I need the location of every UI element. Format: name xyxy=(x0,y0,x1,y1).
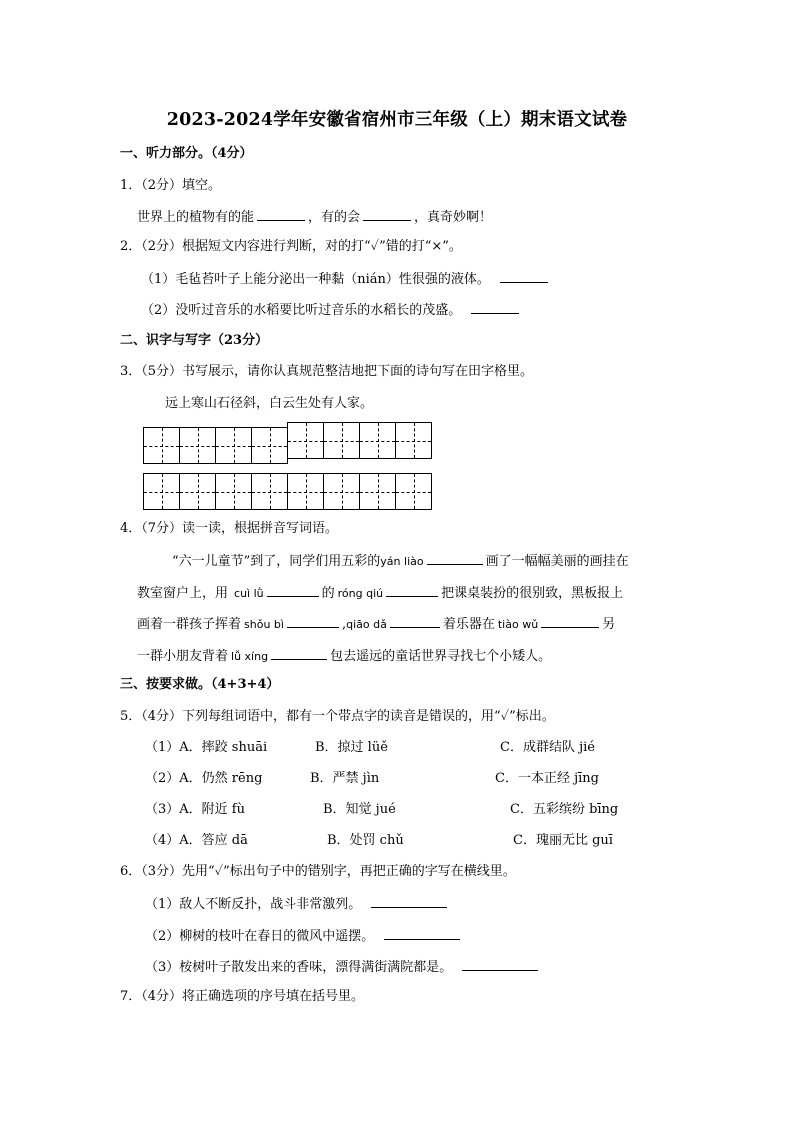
q5-row-2-a: （2）A．仍然 rēng xyxy=(145,771,263,786)
tianzige-cell[interactable] xyxy=(143,473,180,510)
section-heading-requirements: 三、按要求做。（4+3+4） xyxy=(120,677,280,692)
q5-row-1-a: （1）A．摔跤 shuāi xyxy=(145,740,268,755)
q4-text: 画了一幅幅美丽的画挂在 xyxy=(485,554,629,569)
q5-stem: 5．（4分）下列每组词语中，都有一个带点字的读音是错误的，用“✓”标出。 xyxy=(120,709,555,724)
tianzige-cell[interactable] xyxy=(179,427,216,464)
tianzige-cell[interactable] xyxy=(323,422,360,459)
q3-stem: 3．（5分）书写展示，请你认真规范整洁地把下面的诗句写在田字格里。 xyxy=(120,364,534,379)
tianzige-cell[interactable] xyxy=(287,473,324,510)
q6-item-1 xyxy=(145,894,450,914)
q4-text: , xyxy=(341,617,347,632)
answer-blank[interactable] xyxy=(267,583,319,597)
answer-blank[interactable] xyxy=(384,926,460,940)
tianzige-row-1 xyxy=(143,427,431,464)
q4-text: 画着一群孩子挥着 xyxy=(137,617,242,632)
q5-row-3-c: C．五彩缤纷 bīng xyxy=(510,802,619,817)
q1-text-a: 世界上的植物有的能 xyxy=(137,210,255,225)
q5-row-1-b: B．掠过 lüě xyxy=(315,740,388,755)
q5-row-3-b: B．知觉 jué xyxy=(323,802,396,817)
q4-text: “六一儿童节”到了，同学们用五彩的 xyxy=(172,554,381,569)
q3-poem: 远上寒山石径斜，白云生处有人家。 xyxy=(165,396,374,411)
pinyin: lǚ xíng xyxy=(231,650,269,663)
tianzige-cell[interactable] xyxy=(395,473,432,510)
pinyin: shǒu bì xyxy=(244,618,284,631)
answer-blank[interactable] xyxy=(363,207,411,221)
q2-item-2 xyxy=(141,300,522,320)
answer-blank[interactable] xyxy=(471,300,519,314)
q1-text-c: ，真奇妙啊！ xyxy=(414,210,493,225)
tianzige-cell[interactable] xyxy=(395,422,432,459)
pinyin: yán liào xyxy=(380,555,424,568)
q1-text-b: ，有的会 xyxy=(308,210,361,225)
q6-item-3 xyxy=(145,957,541,977)
q5-row-2-c: C．一本正经 jīng xyxy=(495,771,599,786)
q4-line-2 xyxy=(137,583,623,603)
answer-blank[interactable] xyxy=(287,614,339,628)
tianzige-cell[interactable] xyxy=(251,427,288,464)
pinyin: cuì lǜ xyxy=(234,587,264,600)
tianzige-cell[interactable] xyxy=(179,473,216,510)
pinyin: róng qiú xyxy=(337,587,384,600)
answer-blank[interactable] xyxy=(390,614,440,628)
q5-row-3-a: （3）A．附近 fù xyxy=(145,802,245,817)
q5-row-2-b: B．严禁 jìn xyxy=(310,771,380,786)
pinyin: qiāo dǎ xyxy=(346,618,387,631)
q6-item-2-text: （2）柳树的枝叶在春日的微风中遥摆。 xyxy=(145,929,375,944)
q4-line-4 xyxy=(137,646,551,666)
tianzige-cell[interactable] xyxy=(251,473,288,510)
answer-blank[interactable] xyxy=(500,269,548,283)
tianzige-cell[interactable] xyxy=(359,473,396,510)
tianzige-row-2 xyxy=(143,473,431,510)
tianzige-cell[interactable] xyxy=(323,473,360,510)
q5-row-4-c: C．瑰丽无比 guī xyxy=(513,833,613,848)
answer-blank[interactable] xyxy=(427,551,483,565)
answer-blank[interactable] xyxy=(462,957,538,971)
q1-stem: 1．（2分）填空。 xyxy=(120,178,222,193)
q4-stem: 4．（7分）读一读，根据拼音写词语。 xyxy=(120,521,339,536)
q2-item-1-text: （1）毛毡苔叶子上能分泌出一种黏（nián）性很强的液体。 xyxy=(141,272,490,287)
answer-blank[interactable] xyxy=(541,614,599,628)
q2-item-2-text: （2）没听过音乐的水稻要比听过音乐的水稻长的茂盛。 xyxy=(141,303,462,318)
q5-row-1-c: C．成群结队 jié xyxy=(500,740,595,755)
q7-stem: 7．（4分）将正确选项的序号填在括号里。 xyxy=(120,989,365,1004)
q4-text: 一群小朋友背着 xyxy=(137,649,229,664)
page-title: 2023-2024学年安徽省宿州市三年级（上）期末语文试卷 xyxy=(166,110,628,130)
section-heading-characters: 二、识字与写字（23分） xyxy=(120,333,269,348)
q6-stem: 6．（3分）先用“✓”标出句子中的错别字，再把正确的字写在横线里。 xyxy=(120,864,516,879)
tianzige-cell[interactable] xyxy=(143,427,180,464)
q6-item-1-text: （1）敌人不断反扑，战斗非常激列。 xyxy=(145,897,362,912)
q4-line-3 xyxy=(137,614,615,634)
q4-line-1 xyxy=(172,551,629,571)
tianzige-cell[interactable] xyxy=(215,473,252,510)
tianzige-cell[interactable] xyxy=(287,422,324,459)
answer-blank[interactable] xyxy=(257,207,305,221)
answer-blank[interactable] xyxy=(271,646,327,660)
q2-item-1 xyxy=(141,269,551,289)
q6-item-3-text: （3）桉树叶子散发出来的香味，漂得满街满院都是。 xyxy=(145,960,453,975)
pinyin: tiào wǔ xyxy=(497,618,539,631)
q4-text: 教室窗户上，用 xyxy=(137,586,229,601)
answer-blank[interactable] xyxy=(386,583,438,597)
answer-blank[interactable] xyxy=(371,894,447,908)
q6-item-2 xyxy=(145,926,463,946)
tianzige-cell[interactable] xyxy=(359,422,396,459)
q4-text: 另 xyxy=(602,617,616,632)
q4-text: 包去遥远的童话世界寻找七个小矮人。 xyxy=(330,649,552,664)
q5-row-4-a: （4）A．答应 dā xyxy=(145,833,248,848)
q5-row-4-b: B．处罚 chǔ xyxy=(327,833,404,848)
q4-text: 的 xyxy=(321,586,335,601)
tianzige-cell[interactable] xyxy=(215,427,252,464)
q1-fill-line xyxy=(137,207,492,227)
q4-text: 把课桌装扮的很别致，黑板报上 xyxy=(441,586,624,601)
q4-text: 着乐器在 xyxy=(442,617,495,632)
q2-stem: 2．（2分）根据短文内容进行判断，对的打“✓”错的打“×”。 xyxy=(120,239,462,254)
section-heading-listening: 一、听力部分。（4分） xyxy=(120,146,253,161)
